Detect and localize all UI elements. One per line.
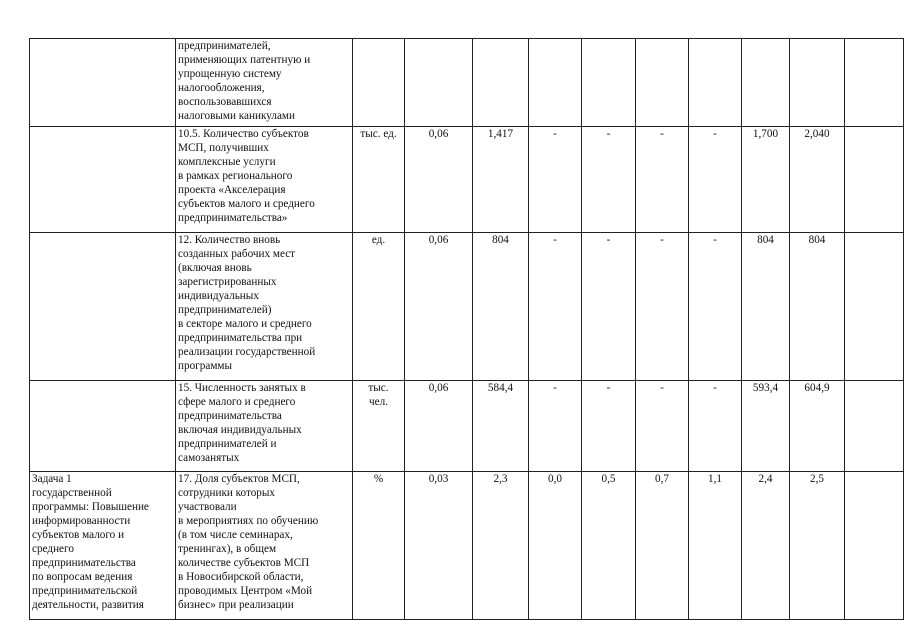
year-value-cell: 2,5 [790,472,845,620]
year-value-cell: 0,0 [529,472,582,620]
year-value-cell [636,39,689,127]
task-cell [30,381,176,472]
indicator-cell: 15. Численность занятых в сфере малого и среднего предпринимательства включая индивидуальных предпринимателей и самозанятых [176,381,353,472]
year-value-cell [529,39,582,127]
year-value-cell: - [636,127,689,233]
empty-cell [845,127,904,233]
base-value-cell: 2,3 [473,472,529,620]
weight-cell: 0,06 [405,233,473,381]
indicator-cell: 10.5. Количество субъектов МСП, получивших комплексные услуги в рамках регионального проекта «Акселерация субъектов малого и среднего предпринимательства» [176,127,353,233]
indicator-cell: предпринимателей, применяющих патентную и упрощенную систему налогообложения, воспользовавшихся налоговыми каникулами [176,39,353,127]
year-value-cell: 604,9 [790,381,845,472]
year-value-cell [689,39,742,127]
empty-cell [845,39,904,127]
base-value-cell: 1,417 [473,127,529,233]
year-value-cell: - [689,233,742,381]
year-value-cell: 0,5 [582,472,636,620]
table-row [30,233,904,381]
year-value-cell: - [582,381,636,472]
year-value-cell: 593,4 [742,381,790,472]
indicator-cell: 17. Доля субъектов МСП, сотрудники которых участвовали в мероприятиях по обучению (в том числе семинарах, тренингах), в общем количестве субъектов МСП в Новосибирской области, проводимых Центром «Мой бизнес» при реализации [176,472,353,620]
year-value-cell [742,39,790,127]
year-value-cell: - [529,381,582,472]
unit-cell [353,39,405,127]
table-row [30,39,904,127]
year-value-cell: 1,1 [689,472,742,620]
year-value-cell: - [689,381,742,472]
year-value-cell: 1,700 [742,127,790,233]
year-value-cell: - [529,127,582,233]
year-value-cell: 0,7 [636,472,689,620]
unit-cell: тыс. чел. [353,381,405,472]
task-cell [30,127,176,233]
year-value-cell: - [582,127,636,233]
year-value-cell: 2,040 [790,127,845,233]
task-cell [30,39,176,127]
empty-cell [845,233,904,381]
table-row [30,472,904,620]
task-cell: Задача 1 государственной программы: Повышение информированности субъектов малого и среднего предпринимательства по вопросам ведения предпринимательской деятельности, развития [30,472,176,620]
year-value-cell: 804 [790,233,845,381]
table-row [30,127,904,233]
task-cell [30,233,176,381]
weight-cell: 0,06 [405,381,473,472]
base-value-cell: 804 [473,233,529,381]
indicator-cell: 12. Количество вновь созданных рабочих мест (включая вновь зарегистрированных индивидуальных предпринимателей) в секторе малого и среднего предпринимательства при реализации государственной программы [176,233,353,381]
weight-cell: 0,03 [405,472,473,620]
weight-cell: 0,06 [405,127,473,233]
unit-cell: тыс. ед. [353,127,405,233]
empty-cell [845,381,904,472]
year-value-cell: - [636,381,689,472]
year-value-cell: - [636,233,689,381]
empty-cell [845,472,904,620]
base-value-cell: 584,4 [473,381,529,472]
year-value-cell: - [529,233,582,381]
base-value-cell [473,39,529,127]
year-value-cell: 804 [742,233,790,381]
weight-cell [405,39,473,127]
unit-cell: ед. [353,233,405,381]
year-value-cell: - [689,127,742,233]
table-row [30,381,904,472]
year-value-cell [790,39,845,127]
indicator-table [29,38,904,620]
unit-cell: % [353,472,405,620]
year-value-cell [582,39,636,127]
year-value-cell: 2,4 [742,472,790,620]
year-value-cell: - [582,233,636,381]
